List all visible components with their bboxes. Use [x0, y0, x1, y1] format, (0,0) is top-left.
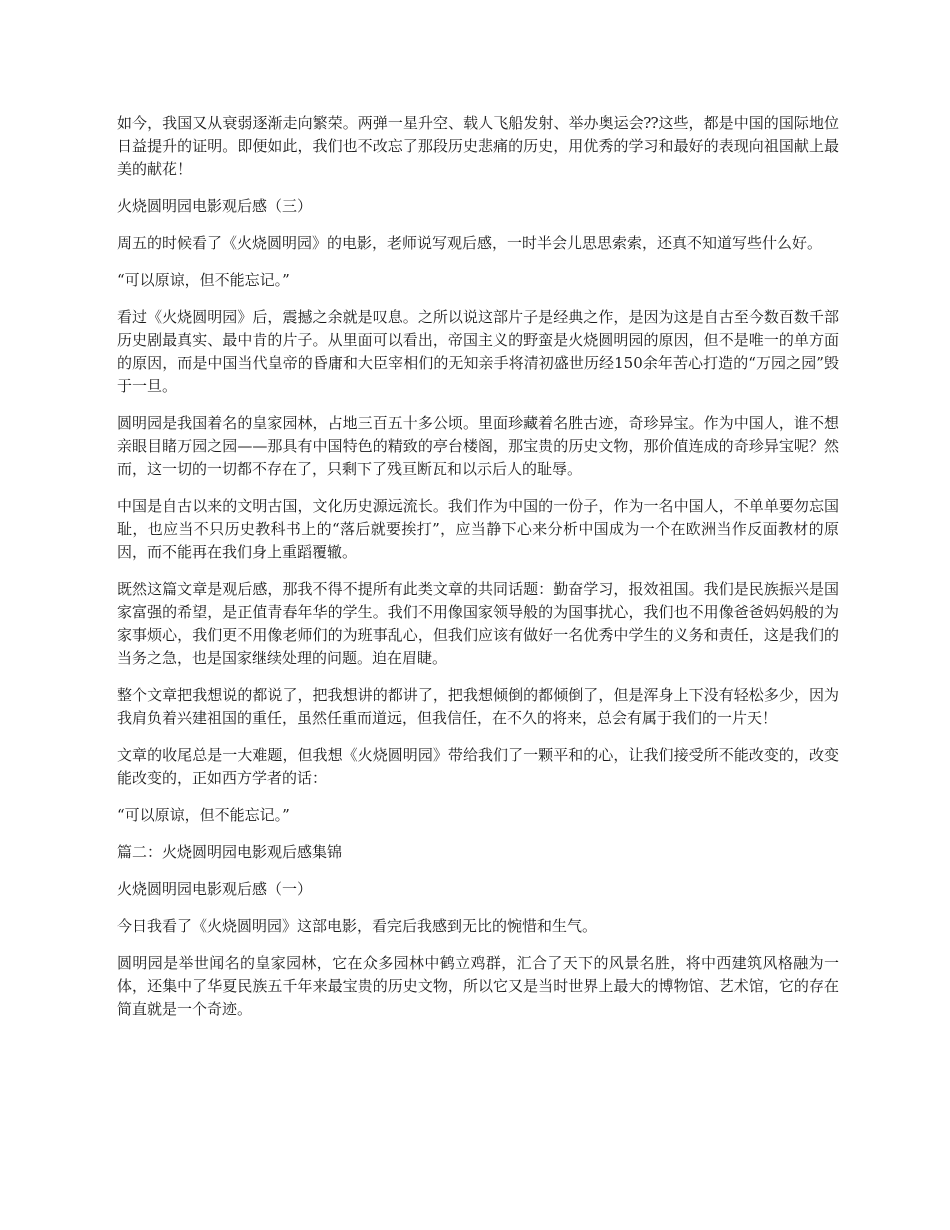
- quote-forgive-not-forget: “可以原谅，但不能忘记。”: [117, 271, 290, 289]
- section-heading-review-one: 火烧圆明园电影观后感（一）: [117, 880, 313, 898]
- paragraph-intro-conclusion: 如今，我国又从衰弱逐渐走向繁荣。两弹一星升空、载人飞船发射、举办奥运会⁇这些，都是中国的国际地位日益提升的证明。即便如此，我们也不改忘了那段历史悲痛的历史，用优秀的学习和最好的表现向祖国献上最美的献花！: [117, 114, 839, 178]
- paragraph-royal-garden: 圆明园是我国着名的皇家园林，占地三百五十多公顷。里面珍藏着名胜古迹，奇珍异宝。作为中国人，谁不想亲眼目睹万园之园——那具有中国特色的精致的亭台楼阁，那宝贵的历史文物，那价值连成的奇珍异宝呢？然而，这一切的一切都不存在了，只剩下了残亘断瓦和以示后人的耻辱。: [117, 414, 839, 478]
- quote-forgive-not-forget-repeat: “可以原谅，但不能忘记。”: [117, 806, 290, 824]
- paragraph-today-watched: 今日我看了《火烧圆明园》这部电影，看完后我感到无比的惋惜和生气。: [117, 917, 598, 935]
- paragraph-ancient-civilization: 中国是自古以来的文明古国，文化历史源远流长。我们作为中国的一份子，作为一名中国人，不单单要勿忘国耻，也应当不只历史教科书上的“落后就要挨打”，应当静下心来分析中国成为一个在欧洲当作反面教材的原因，而不能再在我们身上重蹈覆辙。: [117, 497, 839, 561]
- paragraph-study-hard: 既然这篇文章是观后感，那我不得不提所有此类文章的共同话题：勤奋学习，报效祖国。我们是民族振兴是国家富强的希望，是正值青春年华的学生。我们不用像国家领导般的为国事扰心，我们也不用像爸爸妈妈般的为家事烦心，我们更不用像老师们的为班事乱心，但我们应该有做好一名优秀中学生的义务和责任，这是我们的当务之急，也是国家继续处理的问题。迫在眉睫。: [117, 580, 839, 667]
- paragraph-whole-article: 整个文章把我想说的都说了，把我想讲的都讲了，把我想倾倒的都倾倒了，但是浑身上下没有轻松多少，因为我肩负着兴建祖国的重任，虽然任重而道远，但我信任，在不久的将来，总会有属于我们的一片天！: [117, 686, 839, 727]
- section-heading-part-two: 篇二：火烧圆明园电影观后感集锦: [117, 843, 343, 861]
- paragraph-world-famous-garden: 圆明园是举世闻名的皇家园林，它在众多园林中鹤立鸡群，汇合了天下的风景名胜，将中西建筑风格融为一体，还集中了华夏民族五千年来最宝贵的历史文物，所以它又是当时世界上最大的博物馆、艺术馆，它的存在简直就是一个奇迹。: [117, 954, 839, 1018]
- paragraph-friday-movie: 周五的时候看了《火烧圆明园》的电影，老师说写观后感，一时半会儿思思索索，还真不知道写些什么好。: [117, 234, 823, 252]
- section-heading-review-three: 火烧圆明园电影观后感（三）: [117, 197, 313, 215]
- document-page: [117, 112, 839, 1035]
- paragraph-ending: 文章的收尾总是一大难题，但我想《火烧圆明园》带给我们了一颗平和的心，让我们接受所不能改变的，改变能改变的，正如西方学者的话：: [117, 746, 839, 787]
- paragraph-after-watching: 看过《火烧圆明园》后，震撼之余就是叹息。之所以说这部片子是经典之作，是因为这是自古至今数百数千部历史剧最真实、最中肯的片子。从里面可以看出，帝国主义的野蛮是火烧圆明园的原因，但不是唯一的单方面的原因，而是中国当代皇帝的昏庸和大臣宰相们的无知亲手将清初盛世历经150余年苦心打造的“万园之园”毁于一旦。: [117, 308, 839, 395]
